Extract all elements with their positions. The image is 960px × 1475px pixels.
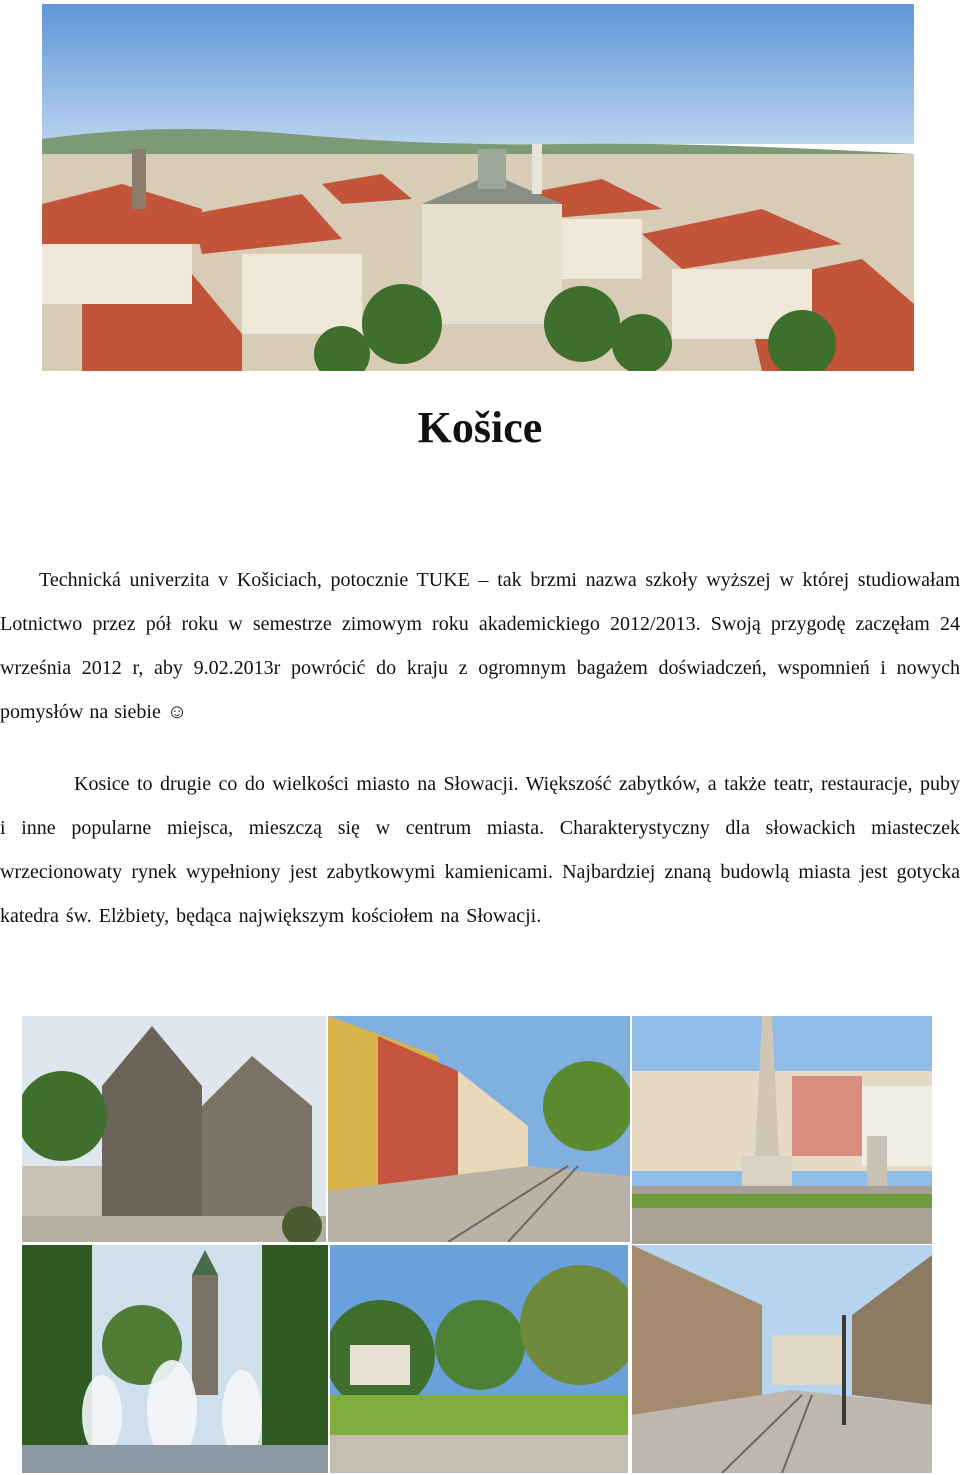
- singing-fountain-photo: [22, 1245, 328, 1473]
- city-description-paragraph: Kosice to drugie co do wielkości miasto na Słowacji. Większość zabytków, a także teatr, restauracje, puby i inne popularne miejsca, mieszczą się w centrum miasta. Charakterystyczny dla słowackich miasteczek wrzecionowaty rynek wypełniony jest zabytkowymi kamienicami. Najbardziej znaną budowlą miasta jest gotycka katedra św. Elżbiety, będąca największym kościołem na Słowacji.: [0, 773, 960, 927]
- plague-column-photo: [632, 1016, 932, 1244]
- page-title: Košice: [417, 403, 543, 452]
- main-street-photo: [328, 1016, 630, 1242]
- park-photo: [330, 1245, 628, 1473]
- city-panorama-photo: [42, 4, 914, 371]
- intro-paragraph: Technická univerzita v Košiciach, potocznie TUKE – tak brzmi nazwa szkoły wyższej w której studiowałam Lotnictwo przez pół roku w semestrze zimowym roku akademickiego 2012/2013. Swoją przygodę zaczęłam 24 września 2012 r, aby 9.02.2013r powrócić do kraju z ogromnym bagażem doświadczeń, wspomnień i nowych pomysłów na siebie ☺: [0, 569, 960, 723]
- tramway-street-photo: [632, 1245, 932, 1473]
- cathedral-photo: [22, 1016, 326, 1242]
